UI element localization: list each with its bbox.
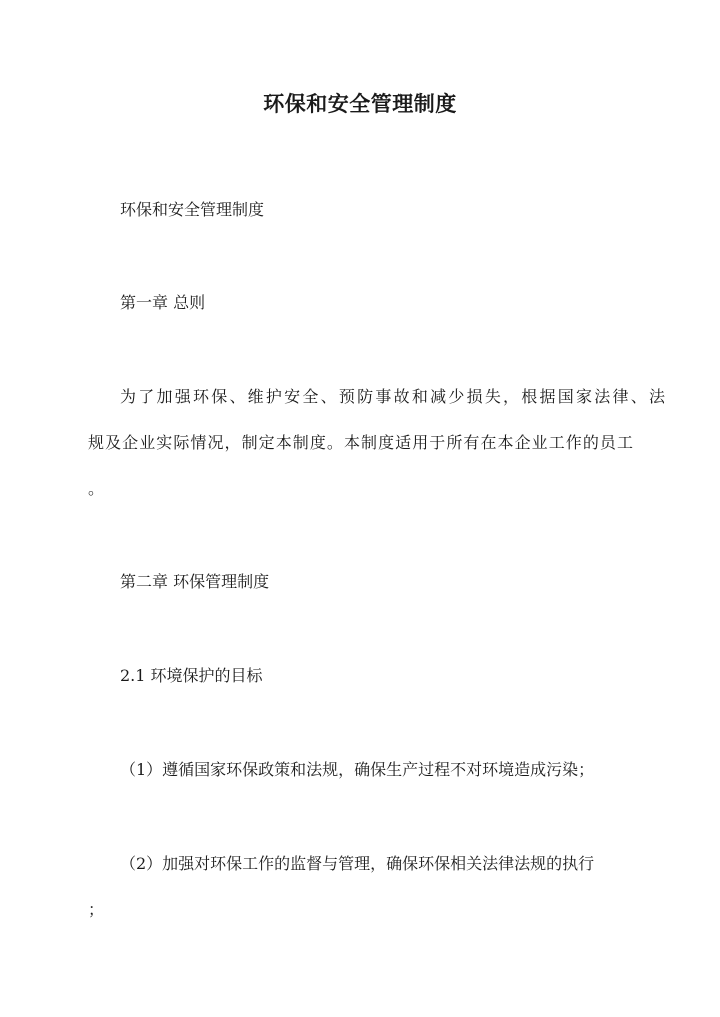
paragraph-line: 规及企业实际情况，制定本制度。本制度适用于所有在本企业工作的员工 [88,433,633,452]
paragraph-line: 为了加强环保、维护安全、预防事故和减少损失，根据国家法律、法 [120,387,665,406]
section-2-1-heading: 2.1 环境保护的目标 [120,666,263,685]
list-item-2: （2）加强对环保工作的监督与管理，确保环保相关法律法规的执行 [120,854,595,873]
chapter-1-heading: 第一章 总则 [120,293,206,312]
document-title: 环保和安全管理制度 [263,91,457,116]
list-item-1: （1）遵循国家环保政策和法规，确保生产过程不对环境造成污染； [120,760,595,779]
paragraph-line: 。 [88,479,105,498]
paragraph-subtitle: 环保和安全管理制度 [120,200,265,219]
chapter-2-heading: 第二章 环保管理制度 [120,572,270,591]
list-item-2-continuation: ； [88,900,105,919]
